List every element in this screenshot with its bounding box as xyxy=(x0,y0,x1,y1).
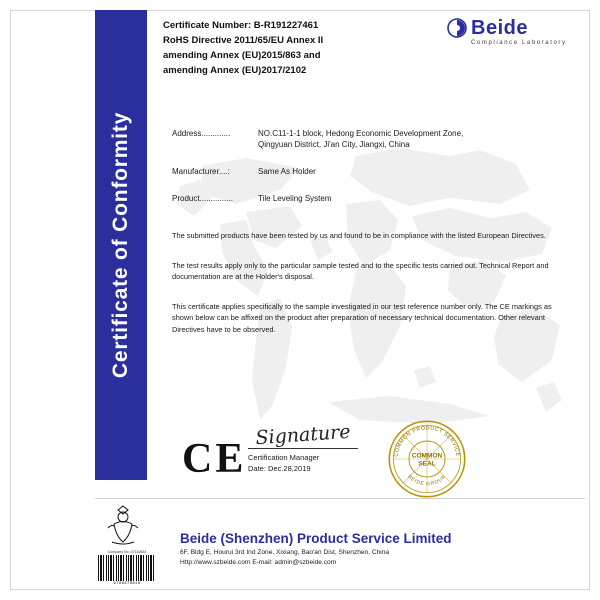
company-name: Beide (Shenzhen) Product Service Limited xyxy=(180,531,452,546)
svg-text:SEAL: SEAL xyxy=(418,460,436,468)
ce-mark: CE xyxy=(182,436,247,482)
barcode-area xyxy=(98,550,156,586)
royal-crest-icon xyxy=(100,502,146,548)
address-line-1: NO.C11-1-1 block, Hedong Economic Development Zone, xyxy=(258,129,464,138)
common-seal-stamp xyxy=(386,418,468,500)
handwritten-signature: Signature xyxy=(254,420,352,450)
svg-text:COMMON: COMMON xyxy=(411,452,443,460)
paragraph-compliance: The submitted products have been tested by us and found to be in compliance with the listed European Directives. xyxy=(172,231,546,240)
signatory-title: Certification Manager xyxy=(248,453,320,462)
address-label: Address............. xyxy=(172,129,231,138)
company-contact: Http://www.szbeide.com E-mail: admin@szbeide.com xyxy=(180,558,337,566)
field-row-address xyxy=(172,128,582,150)
manufacturer-value: Same As Holder xyxy=(258,167,316,176)
paragraph-ce-marking: This certificate applies specifically to the sample investigated in our test reference number only. The CE markings as shown below can be affixed on the product after preparation of necessary technical documentation. Other relevant Directives have to be observed. xyxy=(172,301,552,334)
paragraph-test-results: The test results apply only to the particular sample tested and to the specific tests carried out. Technical Report and documentation are at the Holder's disposal. xyxy=(172,260,549,281)
certificate-body xyxy=(172,230,570,353)
directive-line-2: amending Annex (EU)2015/863 and xyxy=(163,50,321,61)
beide-logo-icon xyxy=(447,18,467,38)
directive-line-3: amending Annex (EU)2017/2102 xyxy=(163,65,307,76)
product-label: Product............... xyxy=(172,194,233,203)
field-row-product xyxy=(172,193,582,204)
barcode-bars xyxy=(98,555,154,581)
svg-text:COMMON PRODUCT SERVICE: COMMON PRODUCT SERVICE xyxy=(393,425,461,458)
certificate-title-text: Certificate of Conformity xyxy=(109,111,132,379)
logo-subtitle: Compliance Laboratory xyxy=(471,40,567,46)
barcode-number: 9789878610 xyxy=(113,582,141,586)
manufacturer-label: Manufacturer....: xyxy=(172,167,230,176)
product-value: Tile Leveling System xyxy=(258,194,332,203)
logo-name: Beide xyxy=(471,17,528,39)
field-row-manufacturer xyxy=(172,166,582,177)
address-line-2: Qingyuan District, Ji'an City, Jiangxi, China xyxy=(258,140,410,149)
footer-divider xyxy=(95,498,585,499)
company-details xyxy=(180,530,580,567)
company-logo xyxy=(447,18,582,46)
certificate-number: Certificate Number: B-R191227461 xyxy=(163,20,319,31)
directive-line-1: RoHS Directive 2011/65/EU Annex II xyxy=(163,35,324,46)
signature-block xyxy=(248,420,358,474)
svg-text:BEIDE GROUP: BEIDE GROUP xyxy=(406,474,448,488)
signature-date: Date: Dec.28,2019 xyxy=(248,464,311,473)
certificate-fields xyxy=(172,128,582,220)
company-no-label: Company No.:07110834 xyxy=(107,550,147,554)
company-address: 6F, Bldg E, Hourui 3rd Ind Zone, Xixiang, Bao'an Dist, Shenzhen, China xyxy=(180,549,390,556)
address-value xyxy=(258,128,582,150)
certificate-title-banner xyxy=(95,10,147,480)
